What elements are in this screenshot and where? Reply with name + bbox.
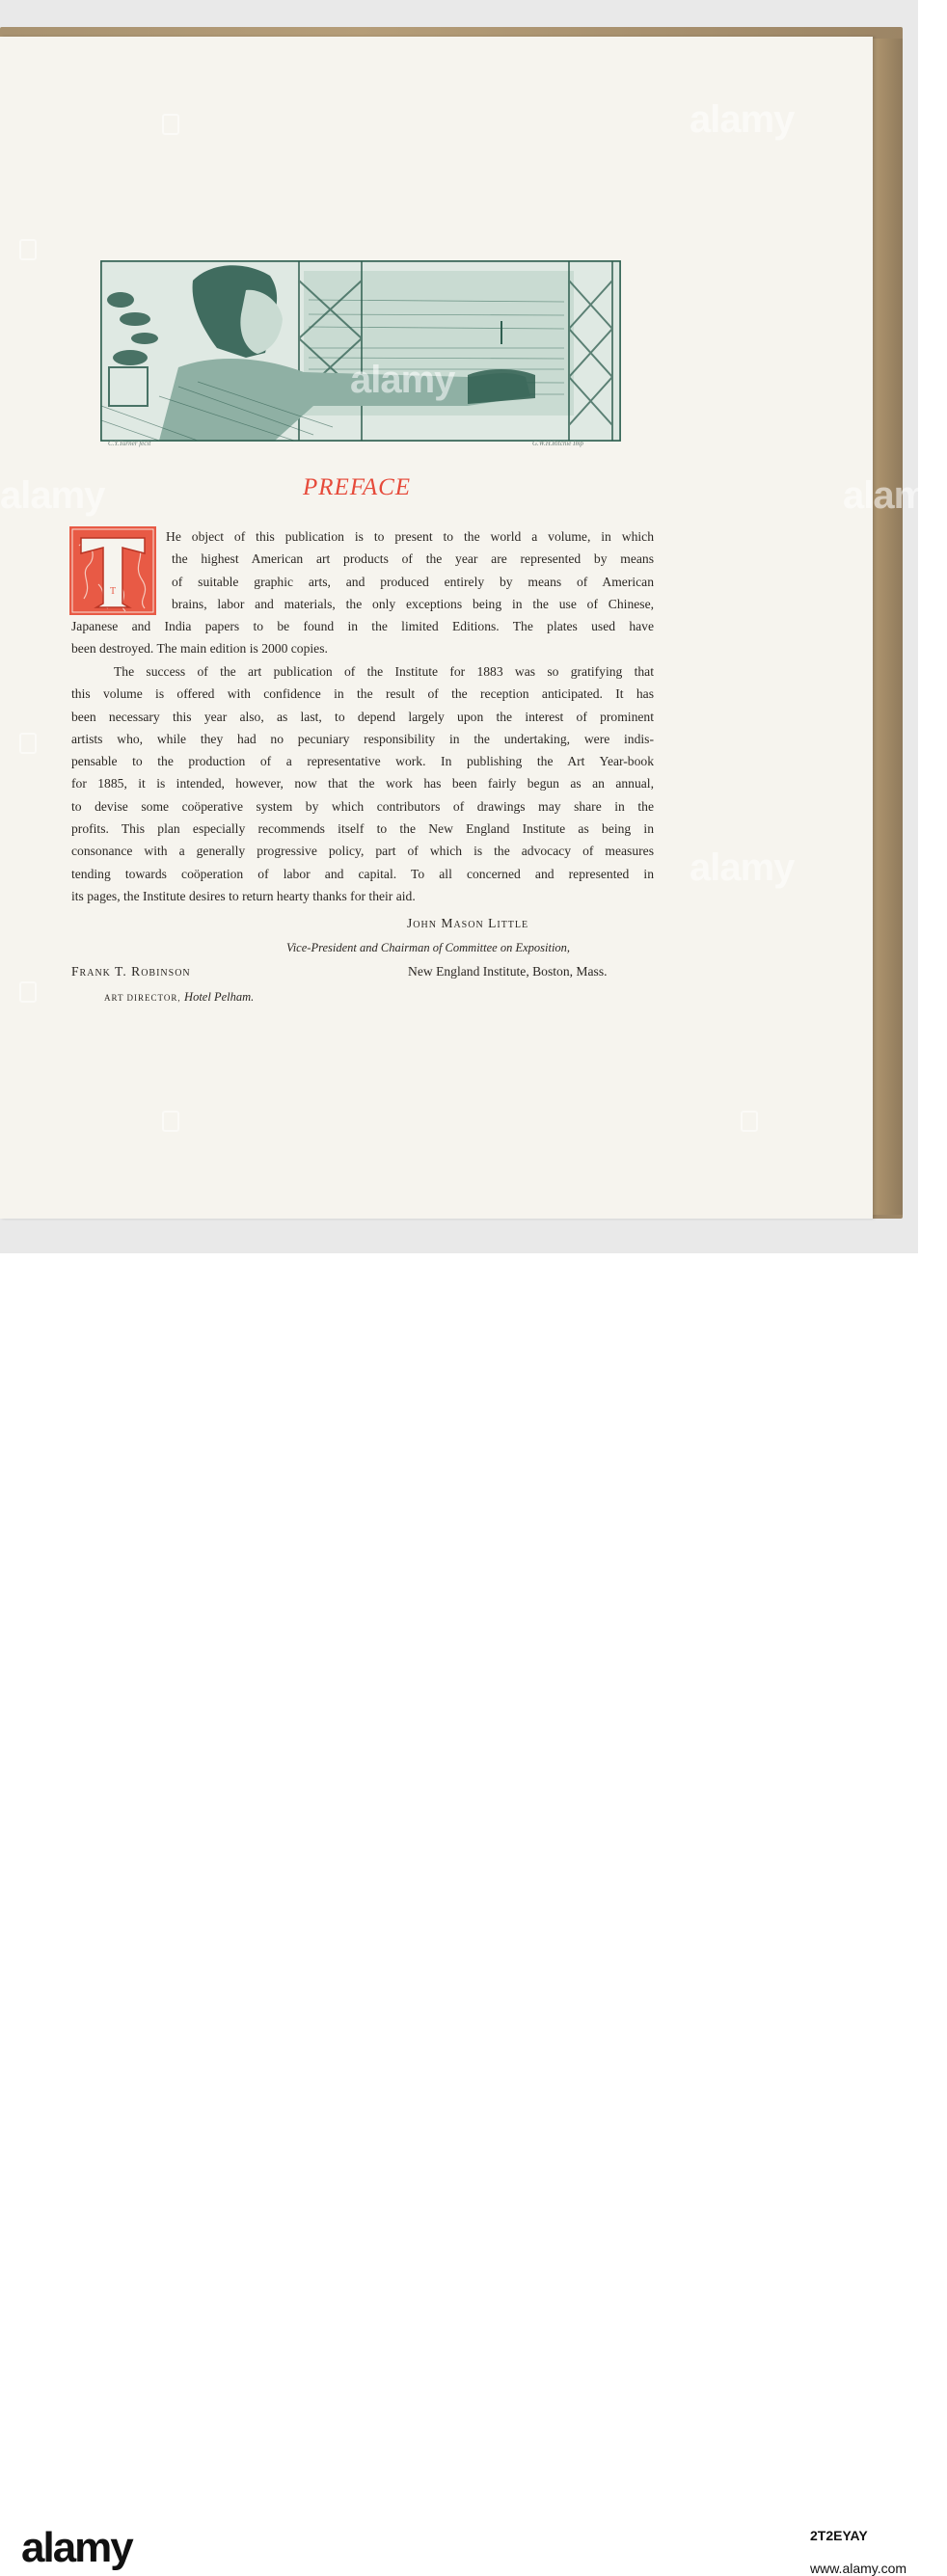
paragraph-line: brains, labor and materials, the only exceptions being in the use of Chinese,	[172, 596, 654, 611]
paragraph-line: been destroyed. The main edition is 2000 copies.	[71, 641, 328, 657]
watermark-mark	[19, 239, 37, 260]
paragraph-line: to devise some coöperative system by which contributors of drawings may share in the	[71, 798, 654, 814]
green-etching-illustration	[100, 260, 621, 442]
watermark-mark	[19, 733, 37, 754]
signature-right-title: Vice-President and Chairman of Committee on Exposition,	[286, 941, 571, 954]
watermark-text: alamy	[0, 474, 105, 517]
paragraph-line: artists who, while they had no pecuniary responsibility in the undertaking, were indis-	[71, 731, 654, 746]
watermark-mark	[162, 1111, 179, 1132]
paragraph-line: He object of this publication is to present to the world a volume, in which	[166, 529, 654, 544]
paragraph-line: The success of the art publication of the Institute for 1883 was so gratifying that	[114, 664, 654, 679]
signature-left-name: Frank T. Robinson	[71, 964, 191, 979]
watermark-mark	[162, 114, 179, 135]
paragraph-line: tending towards coöperation of labor and capital. To all concerned and represented in	[71, 866, 654, 881]
paragraph-line: this volume is offered with confidence in the result of the reception anticipated. It has	[71, 686, 654, 702]
watermark-mark	[741, 1111, 758, 1132]
preface-paragraph-2	[71, 660, 654, 907]
paragraph-line: pensable to the production of a representative work. In publishing the Art Year-book	[71, 754, 654, 769]
preface-paragraph-1	[71, 525, 654, 660]
watermark-text: alamy	[690, 846, 795, 889]
watermark-mark	[19, 981, 37, 1003]
paragraph-line: its pages, the Institute desires to return hearty thanks for their aid.	[71, 888, 416, 903]
paragraph-line: of suitable graphic arts, and produced entirely by means of American	[172, 574, 654, 589]
stock-image-id: 2T2EYAY	[810, 2528, 868, 2543]
preface-title: PREFACE	[302, 474, 412, 500]
paragraph-line: been necessary this year also, as last, to depend largely upon the interest of prominent	[71, 709, 654, 724]
illustration-credit-left: C.Y.Turner fecit	[108, 440, 151, 447]
paragraph-line: for 1885, it is intended, however, now that the work has been fairly begun as an annual,	[71, 776, 654, 792]
svg-text:T: T	[109, 586, 117, 597]
signature-right-org: New England Institute, Boston, Mass.	[408, 964, 608, 979]
watermark-text: alamy	[843, 474, 947, 517]
stock-footer	[0, 1253, 918, 2576]
watermark-text: alamy	[350, 359, 455, 401]
paragraph-line: consonance with a generally progressive policy, part of which is the advocacy of measures	[71, 844, 654, 859]
stock-site-url: www.alamy.com	[810, 2561, 907, 2576]
paragraph-line: Japanese and India papers to be found in the limited Editions. The plates used have	[71, 619, 654, 634]
book-page	[0, 37, 873, 1219]
paragraph-line: profits. This plan especially recommends itself to the New England Institute as being in	[71, 821, 654, 837]
signature-left-role: ART DIRECTOR,	[104, 993, 181, 1003]
signature-left-role-line	[104, 989, 254, 1005]
paragraph-line: the highest American art products of the year are represented by means	[172, 551, 654, 567]
signature-left-place: Hotel Pelham.	[184, 990, 255, 1004]
photo-stage	[0, 0, 947, 1253]
watermark-text: alamy	[690, 98, 795, 141]
alamy-logo: alamy	[21, 2524, 132, 2571]
illustration-credit-right: G.W.H.Ritchie Imp	[532, 440, 584, 447]
signature-right-name: John Mason Little	[407, 916, 529, 930]
